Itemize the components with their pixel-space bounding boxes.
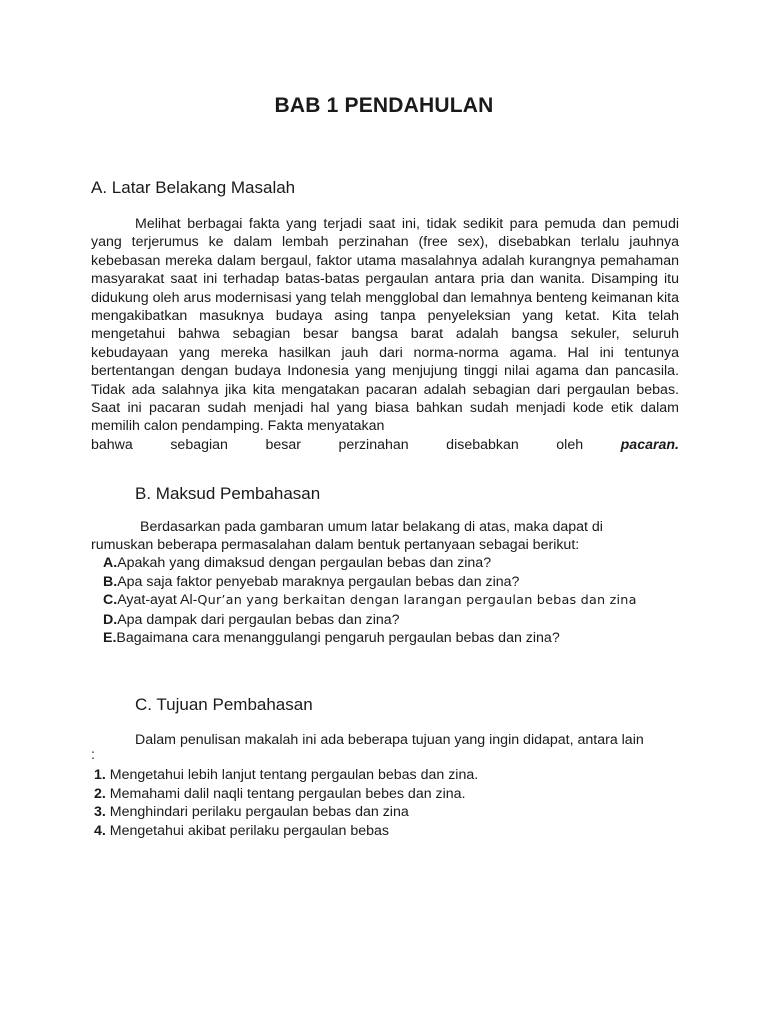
question-text-start: Ayat-ayat Al- <box>117 592 198 609</box>
list-item <box>103 629 637 648</box>
section-c-heading: C. Tujuan Pembahasan <box>135 695 313 714</box>
goal-number: 2. <box>94 785 106 802</box>
list-item <box>103 554 637 573</box>
section-a-last-line-text: bahwa sebagian besar perzinahan disebabkan oleh <box>91 436 584 453</box>
goal-number: 4. <box>94 822 106 839</box>
question-text: Bagaimana cara menanggulangi pengaruh pergaulan bebas dan zina? <box>116 630 560 647</box>
list-item <box>103 611 637 630</box>
goal-text: Mengetahui lebih lanjut tentang pergaulan bebas dan zina. <box>109 767 479 783</box>
question-mark: D. <box>103 611 118 628</box>
question-mark: C. <box>103 592 118 609</box>
section-a-emphasis: pacaran. <box>620 436 679 453</box>
section-c-intro-line1: Dalam penulisan makalah ini ada beberapa tujuan yang ingin didapat, antara lain <box>135 732 644 748</box>
section-a-paragraph-last-line <box>91 436 679 454</box>
section-c-intro-line2: : <box>91 747 95 764</box>
question-mark: B. <box>103 573 118 590</box>
question-text-rest: Qur’an yang berkaitan dengan larangan pergaulan bebas dan zina <box>197 593 637 609</box>
question-list <box>103 554 637 648</box>
section-b-heading: B. Maksud Pembahasan <box>135 484 321 503</box>
question-text: Apakah yang dimaksud dengan pergaulan bebas dan zina? <box>117 555 492 571</box>
section-a-paragraph <box>91 215 679 454</box>
goal-text: Mengetahui akibat perilaku pergaulan bebas <box>109 822 390 839</box>
goal-text: Menghindari perilaku pergaulan bebas dan zina <box>109 804 409 821</box>
section-c-intro <box>91 731 711 764</box>
list-item <box>94 803 478 822</box>
section-b-intro <box>91 518 691 555</box>
question-mark: A. <box>103 555 118 571</box>
list-item <box>94 766 478 785</box>
list-item <box>94 822 478 841</box>
list-item <box>103 573 637 592</box>
section-a-paragraph-main: Melihat berbagai fakta yang terjadi saat ini, tidak sedikit para pemuda dan pemudi yang terjerumus ke dalam lembah perzinahan (free sex), disebabkan terlalu jauhnya kebebasan mereka dalam bergaul, faktor utama masalahnya adalah kurangnya pemahaman masyarakat saat ini terhadap batas-batas pergaulan antara pria dan wanita. Disamping itu didukung oleh arus modernisasi yang telah mengglobal dan lemahnya benteng keimanan kita mengakibatkan masuknya budaya asing tanpa penyeleksian yang ketat. Kita telah mengetahui bahwa sebagian besar bangsa barat adalah bangsa sekuler, seluruh kebudayaan yang mereka hasilkan jauh dari norma-norma agama. Hal ini tentunya bertentangan dengan budaya Indonesia yang menjujung tinggi nilai agama dan pancasila. Tidak ada salahnya jika kita mengatakan pacaran adalah sebagian dari pergaulan bebas. Saat ini pacaran sudah menjadi hal yang biasa bahkan sudah menjadi kode etik dalam memilih calon pendamping. Fakta menyatakan <box>91 216 679 435</box>
document-title: BAB 1 PENDAHULAN <box>274 94 494 117</box>
section-b-intro-line2: rumuskan beberapa permasalahan dalam bentuk pertanyaan sebagai berikut: <box>91 537 580 554</box>
question-mark: E. <box>103 630 117 647</box>
section-a-heading: A. Latar Belakang Masalah <box>91 178 296 197</box>
goal-number: 3. <box>94 804 106 821</box>
list-item <box>103 591 637 611</box>
goal-number: 1. <box>94 767 106 783</box>
goal-text: Memahami dalil naqli tentang pergaulan bebes dan zina. <box>109 785 466 802</box>
question-text: Apa dampak dari pergaulan bebas dan zina? <box>117 611 400 628</box>
goal-list <box>94 766 478 840</box>
question-text: Apa saja faktor penyebab maraknya pergaulan bebas dan zina? <box>117 573 520 590</box>
section-b-intro-line1: Berdasarkan pada gambaran umum latar belakang di atas, maka dapat di <box>140 519 603 535</box>
list-item <box>94 785 478 804</box>
